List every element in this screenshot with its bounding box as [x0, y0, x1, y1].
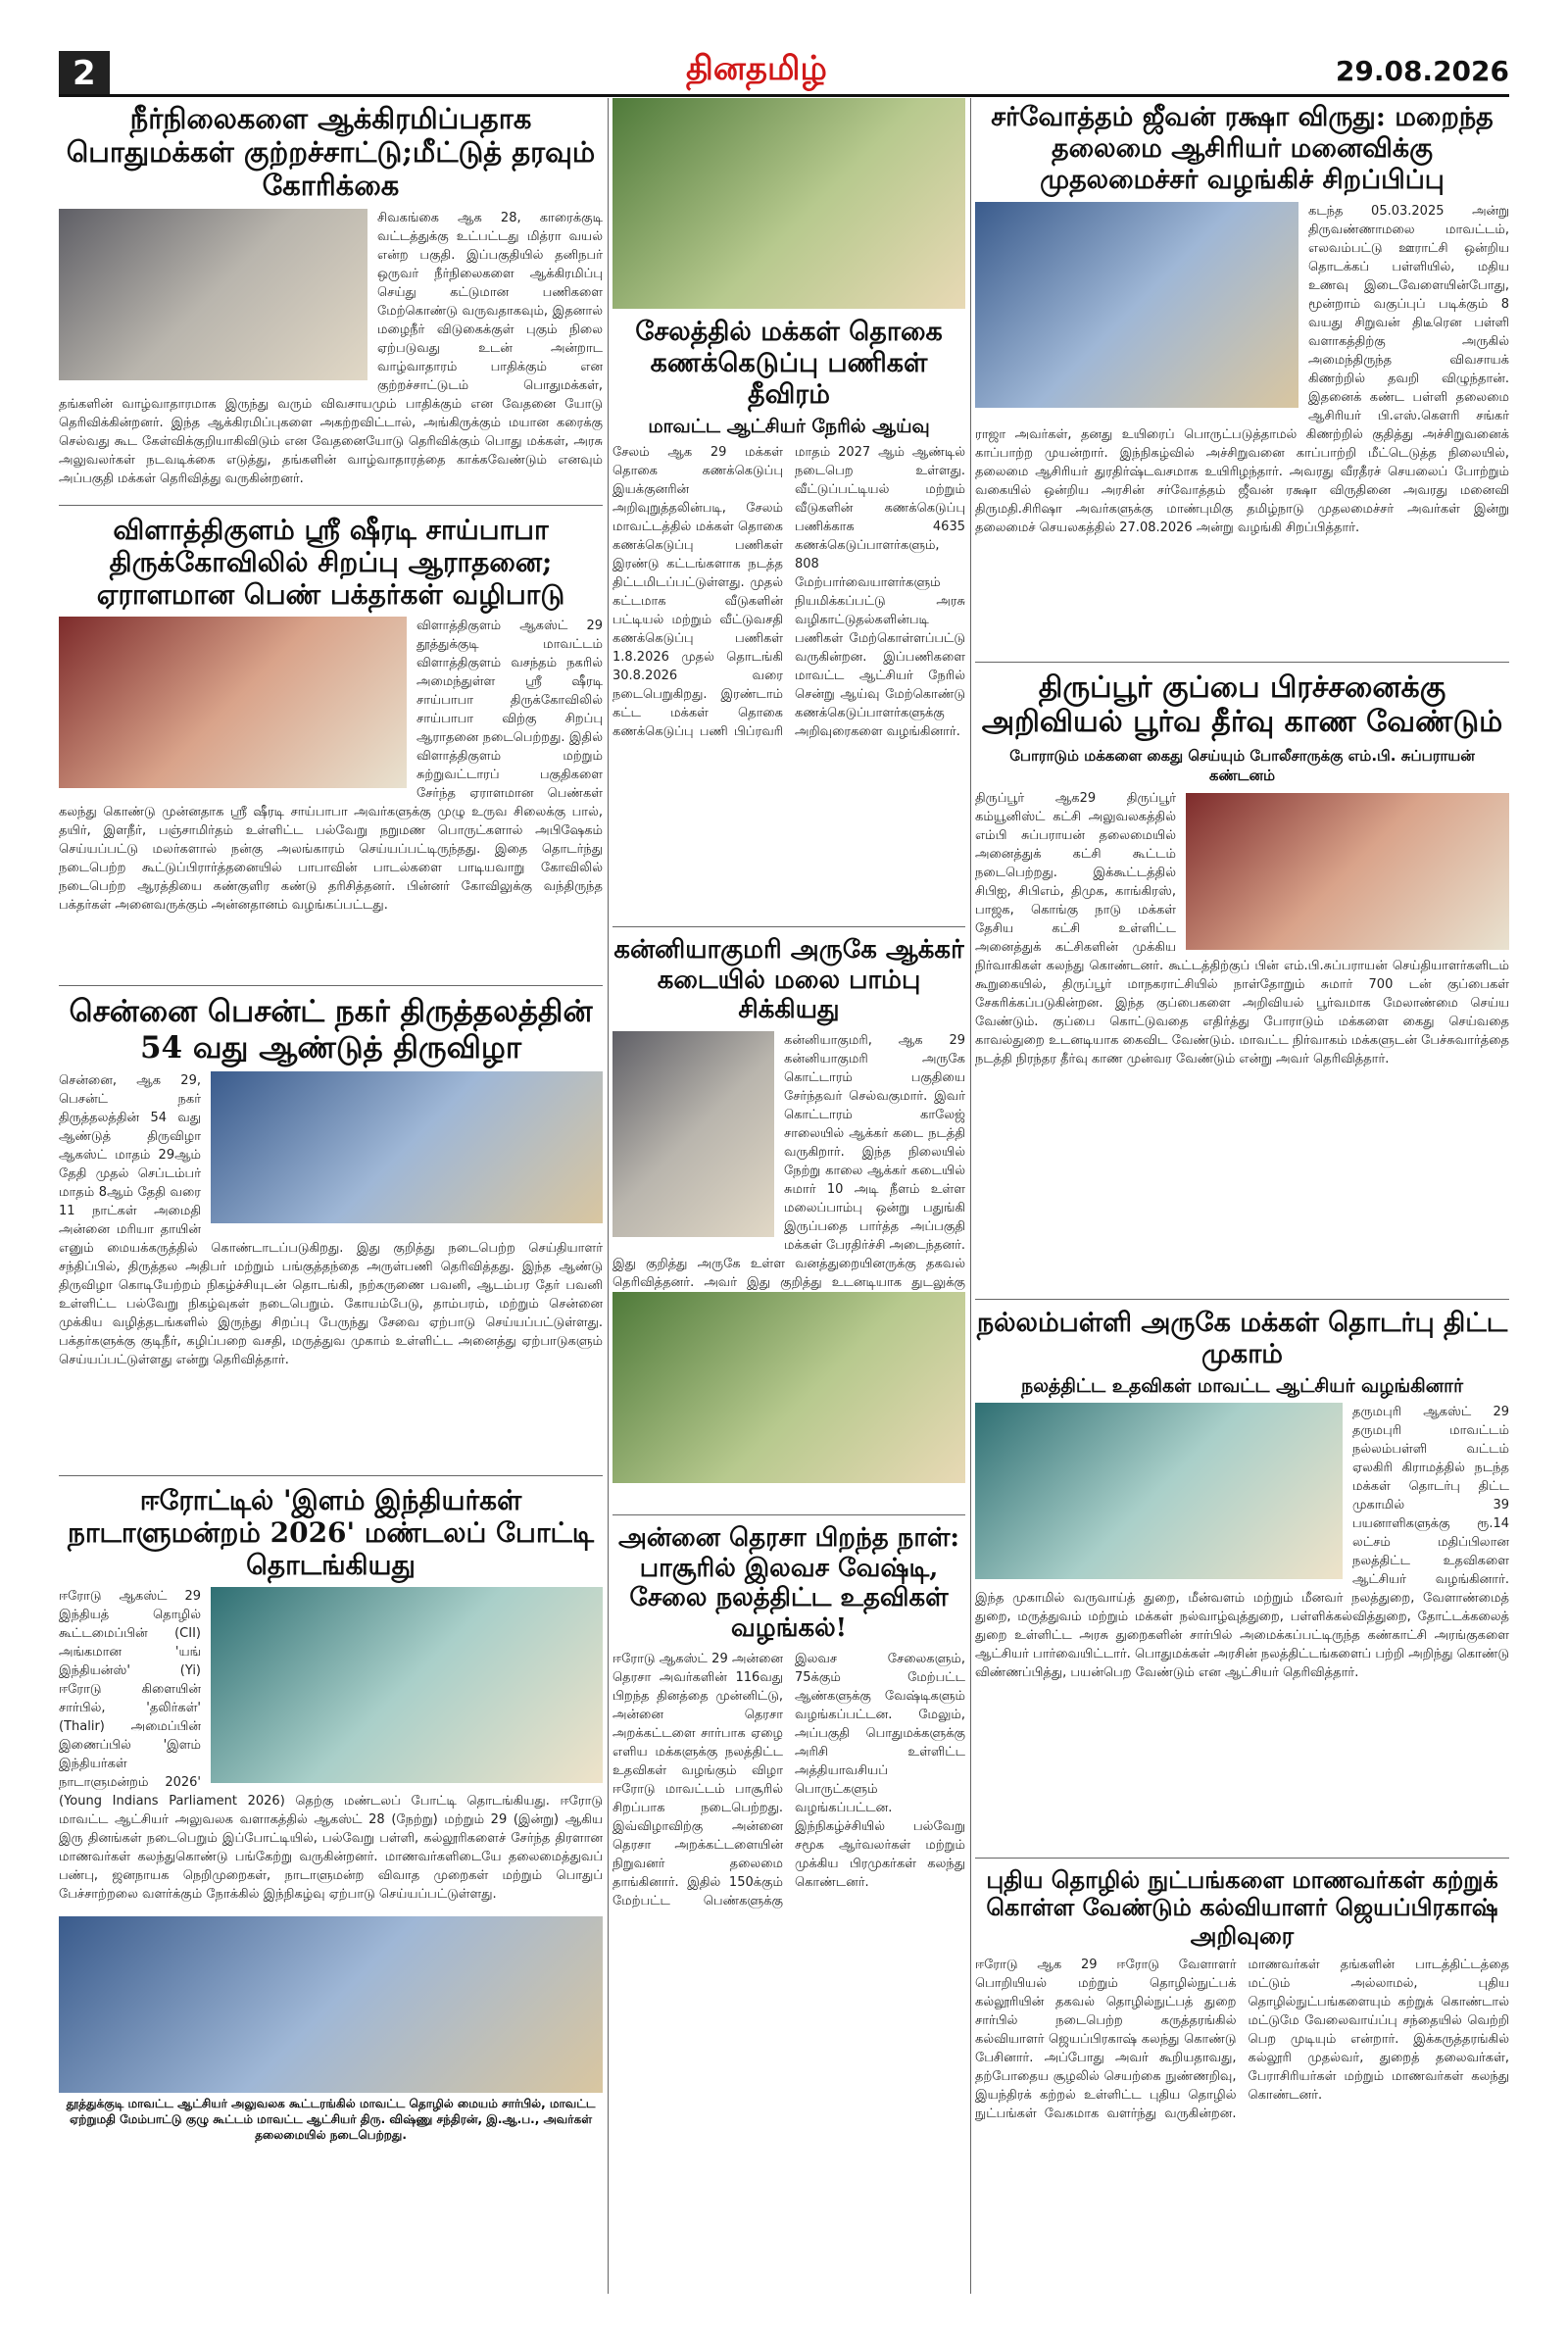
headline: சர்வோத்தம் ஜீவன் ரக்ஷா விருது: மறைந்த தலைமை ஆசிரியர் மனைவிக்கு முதலமைச்சர் வழங்கிச் சிறப்பிப்பு: [991, 102, 1494, 195]
headline: அன்னை தெரசா பிறந்த நாள்: பாசூரில் இலவச வேஷ்டி, சேலை நலத்திட்ட உதவிகள் வழங்கல்!: [617, 1523, 960, 1644]
article-body: கன்னியாகுமரி, ஆக 29 கன்னியாகுமரி அருகே கொட்டாரம் பகுதியை சேர்ந்தவர் செல்வகுமார். இவர் கொட்டாரம் காலேஜ் சாலையில் ஆக்கர் கடை நடத்தி வருகிறார். இந்த நிலையில் நேற்று காலை ஆக்கர் கடையில் சுமார் 10 அடி நீளம் உள்ள மலைப்பாம்பு ஒன்று பதுங்கி இருப்பதை பார்த்த அப்பகுதி மக்கள் பேரதிர்ச்சி அடைந்தனர். இது குறித்து அருகே உள்ள வனத்துறையினருக்கு தகவல் தெரிவித்தனர். அவர் இது குறித்து உடனடியாக துடலுக்கு: [612, 1033, 965, 1291]
story-divider: [975, 1858, 1509, 1859]
story-divider: [59, 505, 603, 506]
news-photo: [612, 98, 965, 309]
story-water-encroachment: [59, 98, 603, 500]
news-photo: [211, 1587, 603, 1783]
article-body: தருமபுரி ஆகஸ்ட் 29 தருமபுரி மாவட்டம் நல்லம்பள்ளி வட்டம் ஏலகிரி கிராமத்தில் நடந்த மக்கள் தொடர்பு திட்ட முகாமில் 39 பயனாளிகளுக்கு ரூ.14 லட்சம் மதிப்பிலான நலத்திட்ட உதவிகளை ஆட்சியர் வழங்கினார். இந்த முகாமில் வருவாய்த் துறை, மீன்வளம் மற்றும் மீனவர் நலத்துறை, வேளாண்மைத் துறை, மருத்துவம் மற்றும் மக்கள் நல்வாழ்வுத்துறை, பள்ளிக்கல்வித்துறை, தோட்டக்கலைத் துறை உள்ளிட்ட அரசு துறைகளின் சார்பில் அமைக்கப்பட்டிருந்த கண்காட்சி அரங்குகளை ஆட்சியர் பார்வையிட்டார். பொதுமக்கள் அரசின் நலத்திட்டங்களைப் பற்றி அறிந்து கொண்டு விண்ணப்பித்து, பயன்பெற வேண்டும் என ஆட்சியர் தெரிவித்தார்.: [975, 1404, 1509, 1680]
news-photo: [975, 1403, 1343, 1579]
page-number: 2: [59, 51, 110, 96]
headline: புதிய தொழில் நுட்பங்களை மாணவர்கள் கற்றுக் கொள்ள வேண்டும் கல்வியாளர் ஜெயப்பிரகாஷ் அறிவுரை: [986, 1865, 1498, 1950]
story-besant-nagar-festival: [59, 990, 603, 1470]
issue-date: 29.08.2026: [1335, 55, 1509, 87]
story-jeevan-raksha-award: [975, 98, 1509, 657]
subheadline: நலத்திட்ட உதவிகள் மாவட்ட ஆட்சியர் வழங்கினார்: [1021, 1374, 1463, 1397]
headline: நீர்நிலைகளை ஆக்கிரமிப்பதாக பொதுமக்கள் குற்றச்சாட்டு;மீட்டுத் தரவும் கோரிக்கை: [66, 102, 596, 203]
headline: கன்னியாகுமரி அருகே ஆக்கர் கடையில் மலை பாம்பு சிக்கியது: [613, 935, 964, 1025]
column-divider: [608, 98, 609, 2294]
story-nallampalli-camp: [975, 1304, 1509, 1853]
headline: சேலத்தில் மக்கள் தொகை கணக்கெடுப்பு பணிகள் தீவிரம்: [635, 317, 943, 410]
news-photo: [59, 209, 368, 380]
news-photo: [975, 202, 1298, 408]
story-divider: [612, 926, 965, 927]
story-divider: [975, 1299, 1509, 1300]
masthead-rule: [59, 94, 1509, 97]
news-photo: [612, 1031, 774, 1237]
headline: சென்னை பெசன்ட் நகர் திருத்தலத்தின் 54 வது ஆண்டுத் திருவிழா: [69, 994, 593, 1066]
news-photo: [59, 1916, 603, 2093]
story-mother-teresa-day: [612, 1519, 965, 2294]
news-photo: [59, 617, 407, 788]
story-salem-census: [612, 98, 965, 921]
article-body: சேலம் ஆக 29 மக்கள் தொகை கணக்கெடுப்பு இயக்குனரின் அறிவுறுத்தலின்படி, சேலம் மாவட்டத்தில் மக்கள் தொகை கணக்கெடுப்பு பணிகள் இரண்டு கட்டங்களாக நடத்த திட்டமிடப்பட்டுள்ளது. முதல் கட்டமாக வீடுகளின் பட்டியல் மற்றும் வீட்டுவசதி கணக்கெடுப்பு பணிகள் 1.8.2026 முதல் தொடங்கி 30.8.2026 வரை நடைபெறுகிறது. இரண்டாம் கட்ட மக்கள் தொகை கணக்கெடுப்பு பணி பிப்ரவரி மாதம் 2027 ஆம் ஆண்டில் நடைபெற உள்ளது. வீட்டுப்பட்டியல் மற்றும் வீடுகளின் கணக்கெடுப்பு பணிக்காக 4635 கணக்கெடுப்பாளர்களும், 808 மேற்பார்வையாளர்களும் நியமிக்கப்பட்டு அரசு வழிகாட்டுதல்களின்படி பணிகள் மேற்கொள்ளப்பட்டு வருகின்றன. இப்பணிகளை மாவட்ட ஆட்சியர் நேரில் சென்று ஆய்வு மேற்கொண்டு கணக்கெடுப்பாளர்களுக்கு அறிவுரைகளை வழங்கினார்.: [612, 444, 965, 739]
story-young-indians-parliament: [59, 1480, 603, 2294]
column-divider: [970, 98, 971, 2294]
news-photo: [1186, 793, 1509, 950]
article-body: கடந்த 05.03.2025 அன்று திருவண்ணாமலை மாவட்டம், எலவம்பட்டு ஊராட்சி ஒன்றிய தொடக்கப் பள்ளியில், மதிய உணவு இடைவேளையின்போது, மூன்றாம் வகுப்புப் படிக்கும் 8 வயது சிறுவன் திடீரென பள்ளி வளாகத்திற்கு அருகில் அமைந்திருந்த விவசாயக் கிணற்றில் தவறி விழுந்தான். இதனைக் கண்ட பள்ளி தலைமை ஆசிரியர் பி.எஸ்.கௌரி சங்கர் ராஜா அவர்கள், தனது உயிரைப் பொருட்படுத்தாமல் கிணற்றில் குதித்து அச்சிறுவனைக் காப்பாற்ற முயன்றார். இந்நிகழ்வில் அச்சிறுவனை காப்பாற்றி மீட்டெடுத்த நிலையில், தலைமை ஆசிரியர் துரதிர்ஷ்டவசமாக உயிரிழந்தார். அவரது வீரதீரச் செயலைப் போற்றும் வகையில் ஒன்றிய அரசின் சர்வோத்தம் ஜீவன் ரக்ஷா விருதினை அவரது மனைவி திருமதி.சிரிஷா அவர்களுக்கு மாண்புமிகு தமிழ்நாடு முதலமைச்சர் அவர்கள் இன்று தலைமைச் செயலகத்தில் 27.08.2026 அன்று வழங்கி சிறப்பித்தார்.: [975, 203, 1509, 535]
subheadline: போராடும் மக்களை கைது செய்யும் போலீசாருக்கு எம்.பி. சுப்பராயன் கண்டனம்: [1009, 746, 1475, 784]
story-divider: [975, 662, 1509, 663]
headline: ஈரோட்டில் 'இளம் இந்தியர்கள் நாடாளுமன்றம் 2026' மண்டலப் போட்டி தொடங்கியது: [67, 1484, 595, 1582]
article-body: சிவகங்கை ஆக 28, காரைக்குடி வட்டத்துக்கு உட்பட்டது மித்ரா வயல் என்ற பகுதி. இப்பகுதியில் தனிநபர் ஒருவர் நீர்நிலைகளை ஆக்கிரமிப்பு செய்து கட்டுமான பணிகளை மேற்கொண்டு வருவதாகவும், இதனால் மழைநீர் விடுகைக்குள் புகும் நிலை ஏற்படுவது உடன் அன்றாட வாழ்வாதாரம் பாதிக்கும் என குற்றச்சாட்டுடம் பொதுமக்கள், தங்களின் வாழ்வாதாரமாக இருந்து வரும் விவசாயமும் பாதிக்கும் என வேதனை யோடு தெரிவிக்கின்றனர். இந்த ஆக்கிரமிப்புகளை அகற்றவிட்டால், அங்கிருக்கும் மயான கரைக்கு செல்வது கூட கேள்விக்குறியாகிவிடும் என வேதனையோடு தெரிவிக்கும் பொது மக்கள், அரசு அலுவலர்கள் நடவடிக்கை எடுத்து, தங்களின் வாழ்வாதாரத்தை காக்கவேண்டும் எனவும் அப்பகுதி மக்கள் தெரிவித்து வருகின்றனர்.: [59, 210, 603, 486]
news-photo: [612, 1292, 965, 1483]
article-body: ஈரோடு ஆகஸ்ட் 29 அன்னை தெரசா அவர்களின் 116வது பிறந்த தினத்தை முன்னிட்டு, அன்னை தெரசா அறக்கட்டளை சார்பாக ஏழை எளிய மக்களுக்கு நலத்திட்ட உதவிகள் வழங்கும் விழா ஈரோடு மாவட்டம் பாசூரில் சிறப்பாக நடைபெற்றது. இவ்விழாவிற்கு அன்னை தெரசா அறக்கட்டளையின் நிறுவனர் தலைமை தாங்கினார். இதில் 150க்கும் மேற்பட்ட பெண்களுக்கு இலவச சேலைகளும், 75க்கும் மேற்பட்ட ஆண்களுக்கு வேஷ்டிகளும் வழங்கப்பட்டன. மேலும், அப்பகுதி பொதுமக்களுக்கு அரிசி உள்ளிட்ட அத்தியாவசியப் பொருட்களும் வழங்கப்பட்டன. இந்நிகழ்ச்சியில் பல்வேறு சமூக ஆர்வலர்கள் மற்றும் முக்கிய பிரமுகர்கள் கலந்து கொண்டனர்.: [612, 1651, 965, 1909]
headline: விளாத்திகுளம் ஸ்ரீ ஷீரடி சாய்பாபா திருக்கோவிலில் சிறப்பு ஆராதனை; ஏராளமான பெண் பக்தர்கள் வழிபாடு: [96, 514, 565, 612]
story-python-rescue: [612, 931, 965, 1510]
article-body: ஈரோடு ஆகஸ்ட் 29 இந்தியத் தொழில் கூட்டமைப்பின் (CII) அங்கமான 'யங் இந்தியன்ஸ்' (Yi) ஈரோடு கிளையின் சார்பில், 'தலிர்கள்' (Thalir) அமைப்பின் இணைப்பில் 'இளம் இந்தியர்கள் நாடாளுமன்றம் 2026' (Young Indians Parliament 2026) தெற்கு மண்டலப் போட்டி தொடங்கியது. ஈரோடு மாவட்ட ஆட்சியர் அலுவலக வளாகத்தில் ஆகஸ்ட் 28 (நேற்று) மற்றும் 29 (இன்று) ஆகிய இரு தினங்கள் நடைபெறும் இப்போட்டியில், பல்வேறு பள்ளி, கல்லூரிகளைச் சேர்ந்த திரளான மாணவர்கள் கலந்துகொண்டு பங்கேற்று வருகின்றனர். மாணவர்களிடையே தலைமைத்துவப் பண்பு, ஜனநாயக நெறிமுறைகள், நாடாளுமன்ற விவாத முறைகள் மற்றும் பொதுப் பேச்சாற்றலை வளர்க்கும் நோக்கில் இந்நிகழ்வு ஏற்பாடு செய்யப்பட்டுள்ளது.: [59, 1589, 603, 1903]
article-body: ஈரோடு ஆக 29 ஈரோடு வேளாளர் பொறியியல் மற்றும் தொழில்நுட்பக் கல்லூரியின் தகவல் தொழில்நுட்பத் துறை சார்பில் நடைபெற்ற கருத்தரங்கில் கல்வியாளர் ஜெயப்பிரகாஷ் கலந்து கொண்டு பேசினார். அப்போது அவர் கூறியதாவது, தற்போதைய சூழலில் செயற்கை நுண்ணறிவு, இயந்திரக் கற்றல் உள்ளிட்ட புதிய தொழில் நுட்பங்கள் வேகமாக வளர்ந்து வருகின்றன. மாணவர்கள் தங்களின் பாடத்திட்டத்தை மட்டும் அல்லாமல், புதிய தொழில்நுட்பங்களையும் கற்றுக் கொண்டால் மட்டுமே வேலைவாய்ப்பு சந்தையில் வெற்றி பெற முடியும் என்றார். இக்கருத்தரங்கில் கல்லூரி முதல்வர், துறைத் தலைவர்கள், பேராசிரியர்கள் மற்றும் மாணவர்கள் கலந்து கொண்டனர்.: [975, 1957, 1509, 2121]
photo-caption: தூத்துக்குடி மாவட்ட ஆட்சியர் அலுவலக கூட்டரங்கில் மாவட்ட தொழில் மையம் சார்பில், மாவட்ட ஏற்றுமதி மேம்பாட்டு குழு கூட்டம் மாவட்ட ஆட்சியர் திரு. விஷ்ணு சந்திரன், இ.ஆ.ப., அவர்கள் தலைமையில் நடைபெற்றது.: [66, 2097, 596, 2143]
story-divider: [59, 1475, 603, 1476]
news-photo: [211, 1071, 603, 1223]
story-new-technologies: [975, 1862, 1509, 2294]
story-sai-baba-temple: [59, 510, 603, 980]
story-tiruppur-garbage: [975, 667, 1509, 1294]
masthead: [0, 0, 1568, 94]
subheadline: மாவட்ட ஆட்சியர் நேரில் ஆய்வு: [648, 415, 930, 437]
story-divider: [612, 1514, 965, 1515]
article-body: விளாத்திகுளம் ஆகஸ்ட் 29 தூத்துக்குடி மாவட்டம் விளாத்திகுளம் வசந்தம் நகரில் அமைந்துள்ள ஸ்ரீ ஷீரடி சாய்பாபா திருக்கோவிலில் சாய்பாபா விற்கு சிறப்பு ஆராதனை நடைபெற்றது. இதில் விளாத்திகுளம் மற்றும் சுற்றுவட்டாரப் பகுதிகளை சேர்ந்த ஏராளமான பெண்கள் கலந்து கொண்டு முன்னதாக ஸ்ரீ ஷீரடி சாய்பாபா அவர்களுக்கு முழு உருவ சிலைக்கு பால், தயிர், இளநீர், பஞ்சாமிர்தம் உள்ளிட்ட பல்வேறு நறுமண பொருட்களால் அபிஷேகம் செய்யப்பட்டு மலர்களால் நன்கு அலங்காரம் செய்யப்பட்டிருந்தது. இதை தொடர்ந்து நடைபெற்ற கூட்டுப்பிரார்த்தனையில் பாபாவின் பாடல்களை பாடியவாறு கோவிலில் நடைபெற்ற ஆரத்தியை கண்குளிர கண்டு தரிசித்தனர். பின்னர் கோவிலுக்கு வந்திருந்த பக்தர்கள் அனைவருக்கும் அன்னதானம் வழங்கப்பட்டது.: [59, 619, 603, 914]
paper-name: தினதமிழ்: [686, 49, 827, 88]
article-body: சென்னை, ஆக 29, பெசன்ட் நகர் திருத்தலத்தின் 54 வது ஆண்டுத் திருவிழா ஆகஸ்ட் மாதம் 29ஆம் தேதி முதல் செப்டம்பர் மாதம் 8ஆம் தேதி வரை 11 நாட்கள் அமைதி அன்னை மரியா தாயின் எனும் மையக்கருத்தில் கொண்டாடப்படுகிறது. இது குறித்து நடைபெற்ற செய்தியாளர் சந்திப்பில், திருத்தல அதிபர் மற்றும் பங்குத்தந்தை அருள்பணி தெரிவித்தது. இந்த ஆண்டு திருவிழா கொடியேற்றம் நிகழ்ச்சியுடன் தொடங்கி, நற்கருணை பவனி, ஆடம்பர தேர் பவனி உள்ளிட்ட பல்வேறு நிகழ்வுகள் நடைபெறும். கோயம்பேடு, தாம்பரம், மற்றும் சென்னை முக்கிய வழித்தடங்களில் இருந்து சிறப்பு பேருந்து சேவை ஏற்பாடு செய்யப்பட்டுள்ளது. பக்தர்களுக்கு குடிநீர், கழிப்பறை வசதி, மருத்துவ முகாம் உள்ளிட்ட அனைத்து ஏற்பாடுகளும் செய்யப்பட்டுள்ளது என்று தெரிவித்தார்.: [59, 1073, 603, 1368]
article-body: திருப்பூர் ஆக29 திருப்பூர் கம்யூனிஸ்ட் கட்சி அலுவலகத்தில் எம்பி சுப்பராயன் தலைமையில் அனைத்துக் கட்சி கூட்டம் நடைபெற்றது. இக்கூட்டத்தில் சிபிஐ, சிபிஎம், திமுக, காங்கிரஸ், பாஜக, கொங்கு நாடு மக்கள் தேசிய கட்சி உள்ளிட்ட அனைத்துக் கட்சிகளின் முக்கிய நிர்வாகிகள் கலந்து கொண்டனர். கூட்டத்திற்குப் பின் எம்.பி.சுப்பராயன் செய்தியாளர்களிடம் கூறுகையில், திருப்பூர் மாநகராட்சியில் நாள்தோறும் சுமார் 700 டன் குப்பைகள் சேகரிக்கப்படுகின்றன. இந்த குப்பைகளை அறிவியல் பூர்வமாக மேலாண்மை செய்ய வேண்டும். குப்பை கொட்டுவதை எதிர்த்து போராடும் மக்களை கைது செய்வதை காவல்துறை உடனடியாக கைவிட வேண்டும். மாவட்ட நிர்வாகம் மக்களுடன் பேச்சுவார்த்தை நடத்தி நிரந்தர தீர்வு காண முன்வர வேண்டும் என்று அவர் தெரிவித்தார்.: [975, 790, 1509, 1066]
story-divider: [59, 985, 603, 986]
headline: திருப்பூர் குப்பை பிரச்சனைக்கு அறிவியல் பூர்வ தீர்வு காண வேண்டும்: [981, 670, 1503, 740]
headline: நல்லம்பள்ளி அருகே மக்கள் தொடர்பு திட்ட முகாம்: [976, 1308, 1508, 1369]
